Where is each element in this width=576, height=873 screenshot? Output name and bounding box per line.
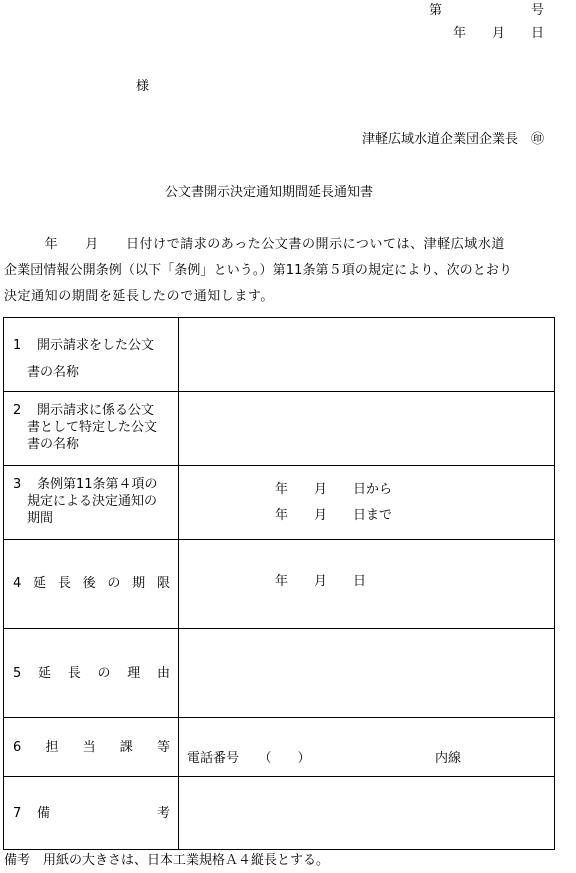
label-char: の [107, 576, 121, 591]
document-title: 公文書開示決定通知期間延長通知書 [165, 185, 374, 200]
label-cell [4, 318, 179, 392]
label-char: 考 [156, 806, 170, 821]
body-line-1: 年 月 日付けで請求のあった公文書の開示については、津軽広域水道 [4, 237, 505, 252]
issue-date: 年 月 日 [452, 26, 544, 41]
label-line: 規定による決定通知の [27, 494, 158, 509]
label-cell [4, 777, 179, 850]
table-row-remarks [4, 777, 555, 850]
table-row-extension-reason [4, 629, 555, 718]
body-line-3: 決定通知の期間を延長したので通知します。 [4, 289, 274, 304]
label-line: 書として特定した公文 [27, 420, 158, 435]
row-number: 3 [13, 477, 22, 492]
form-table [3, 317, 555, 850]
label-char: 等 [156, 740, 170, 755]
extension: 内線 [435, 751, 462, 766]
phone-number: 電話番号 （ ） [187, 751, 311, 766]
table-row-decision-period [4, 466, 555, 540]
table-row-extended-deadline [4, 540, 555, 629]
label-char: 後 [82, 576, 96, 591]
value-cell-decision-period[interactable] [179, 466, 555, 540]
sender-name: 津軽広域水道企業団企業長 ㊞ [361, 132, 544, 147]
label-cell [4, 466, 179, 540]
value-cell-department[interactable] [179, 718, 555, 777]
label-cell [4, 629, 179, 718]
label-char: 備 [37, 806, 51, 821]
value-cell-extended-deadline[interactable] [179, 540, 555, 629]
row-number: 4 [13, 576, 22, 591]
label-char: 由 [156, 666, 170, 681]
table-row-specified-document [4, 392, 555, 466]
label-line: 条例第11条第４項の [37, 477, 158, 492]
label-char: 期 [132, 576, 146, 591]
table-row-document-name [4, 318, 555, 392]
label-char: 延 [38, 666, 52, 681]
value-cell-document-name[interactable] [179, 318, 555, 392]
table-row-department [4, 718, 555, 777]
label-char: 理 [127, 666, 141, 681]
document-number-prefix: 第 [428, 3, 442, 18]
label-cell [4, 392, 179, 466]
label-char: 当 [82, 740, 96, 755]
label-cell [4, 718, 179, 777]
label-char: 課 [119, 740, 133, 755]
value-cell-specified-document[interactable] [179, 392, 555, 466]
row-number: 6 [13, 740, 22, 755]
label-cell [4, 540, 179, 629]
addressee-honorific: 様 [136, 79, 150, 94]
value-cell-extension-reason[interactable] [179, 629, 555, 718]
label-char: 長 [57, 576, 71, 591]
period-to: 年 月 日まで [275, 508, 393, 523]
label-char: 限 [156, 576, 170, 591]
label-line: 書の名称 [27, 365, 80, 380]
label-char: の [97, 666, 111, 681]
label-char: 長 [67, 666, 81, 681]
document-number [428, 3, 544, 18]
label-line: 開示請求をした公文 [37, 338, 155, 353]
deadline-date: 年 月 日 [275, 574, 367, 589]
document-number-suffix: 号 [530, 3, 544, 18]
label-line: 書の名称 [27, 437, 80, 452]
value-cell-remarks[interactable] [179, 777, 555, 850]
row-number: 2 [13, 403, 22, 418]
period-from: 年 月 日から [275, 482, 393, 497]
row-number: 1 [13, 338, 22, 353]
label-line: 期間 [27, 511, 54, 526]
row-number: 7 [13, 806, 22, 821]
footer-note: 備考 用紙の大きさは、日本工業規格Ａ４縦長とする。 [4, 853, 330, 868]
body-line-2: 企業団情報公開条例（以下「条例」という。）第11条第５項の規定により、次のとおり [4, 263, 513, 278]
label-char: 延 [33, 576, 47, 591]
row-number: 5 [13, 666, 22, 681]
label-char: 担 [45, 740, 59, 755]
label-line: 開示請求に係る公文 [37, 403, 155, 418]
